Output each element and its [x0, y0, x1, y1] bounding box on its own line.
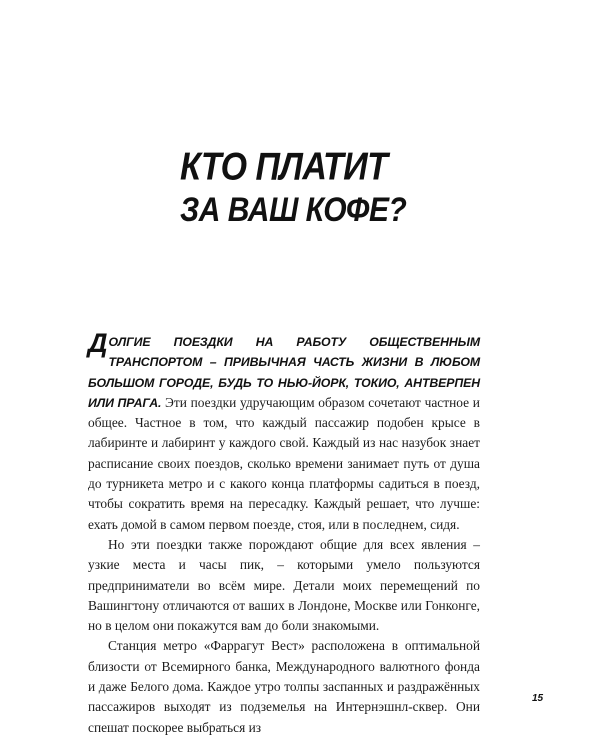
paragraph-2: Но эти поездки также порождают общие для всех явления – узкие места и часы пик, – которыми умело пользуются предприниматели во всём мире. Детали моих перемещений по Вашингтону отличаются от ваших в Лондоне, Москве или Гонконге, но в целом они покажутся вам до боли знакомыми. — [88, 536, 480, 634]
page-number: 15 — [532, 693, 544, 704]
body-text — [88, 328, 480, 738]
paragraph-3: Станция метро «Фаррагут Вест» расположена в оптимальной близости от Всемирного банка, Международного валютного фонда и даже Белого дома. Каждое утро толпы заспанных и раздражённых пассажиров выходят из подземелья на Интернэшнл-сквер. Они спешат поскорее выбраться из — [88, 638, 480, 735]
paragraph-1-text: Эти поездки удручающим образом сочетают частное и общее. Частное в том, что каждый пассажир подобен крысе в лабиринте и лабиринт у каждого свой. Каждый из нас назубок знает расписание своих поездов, сколько времени занимает путь от душа до турникета метро и с какого конца платформы садиться в поезд, чтобы сократить время на пересадку. Каждый решает, что лучше: ехать домой в самом первом поезде, стоя, или в последнем, сидя. — [88, 394, 480, 532]
chapter-title-line-2: ЗА ВАШ КОФЕ? — [180, 191, 407, 229]
paragraph-1 — [88, 328, 480, 535]
drop-cap: Д — [88, 328, 108, 358]
chapter-title-line-1: КТО ПЛАТИТ — [180, 145, 388, 189]
chapter-title — [180, 145, 406, 232]
lead-in-text: ОЛГИЕ ПОЕЗДКИ НА РАБОТУ ОБЩЕСТВЕННЫМ ТРАНСПОРТОМ – ПРИВЫЧНАЯ ЧАСТЬ ЖИЗНИ В ЛЮБОМ БОЛЬШОМ ГОРОДЕ, БУДЬ ТО НЬЮ-ЙОРК, ТОКИО, АНТВЕРПЕН ИЛИ ПРАГА. — [88, 335, 480, 410]
